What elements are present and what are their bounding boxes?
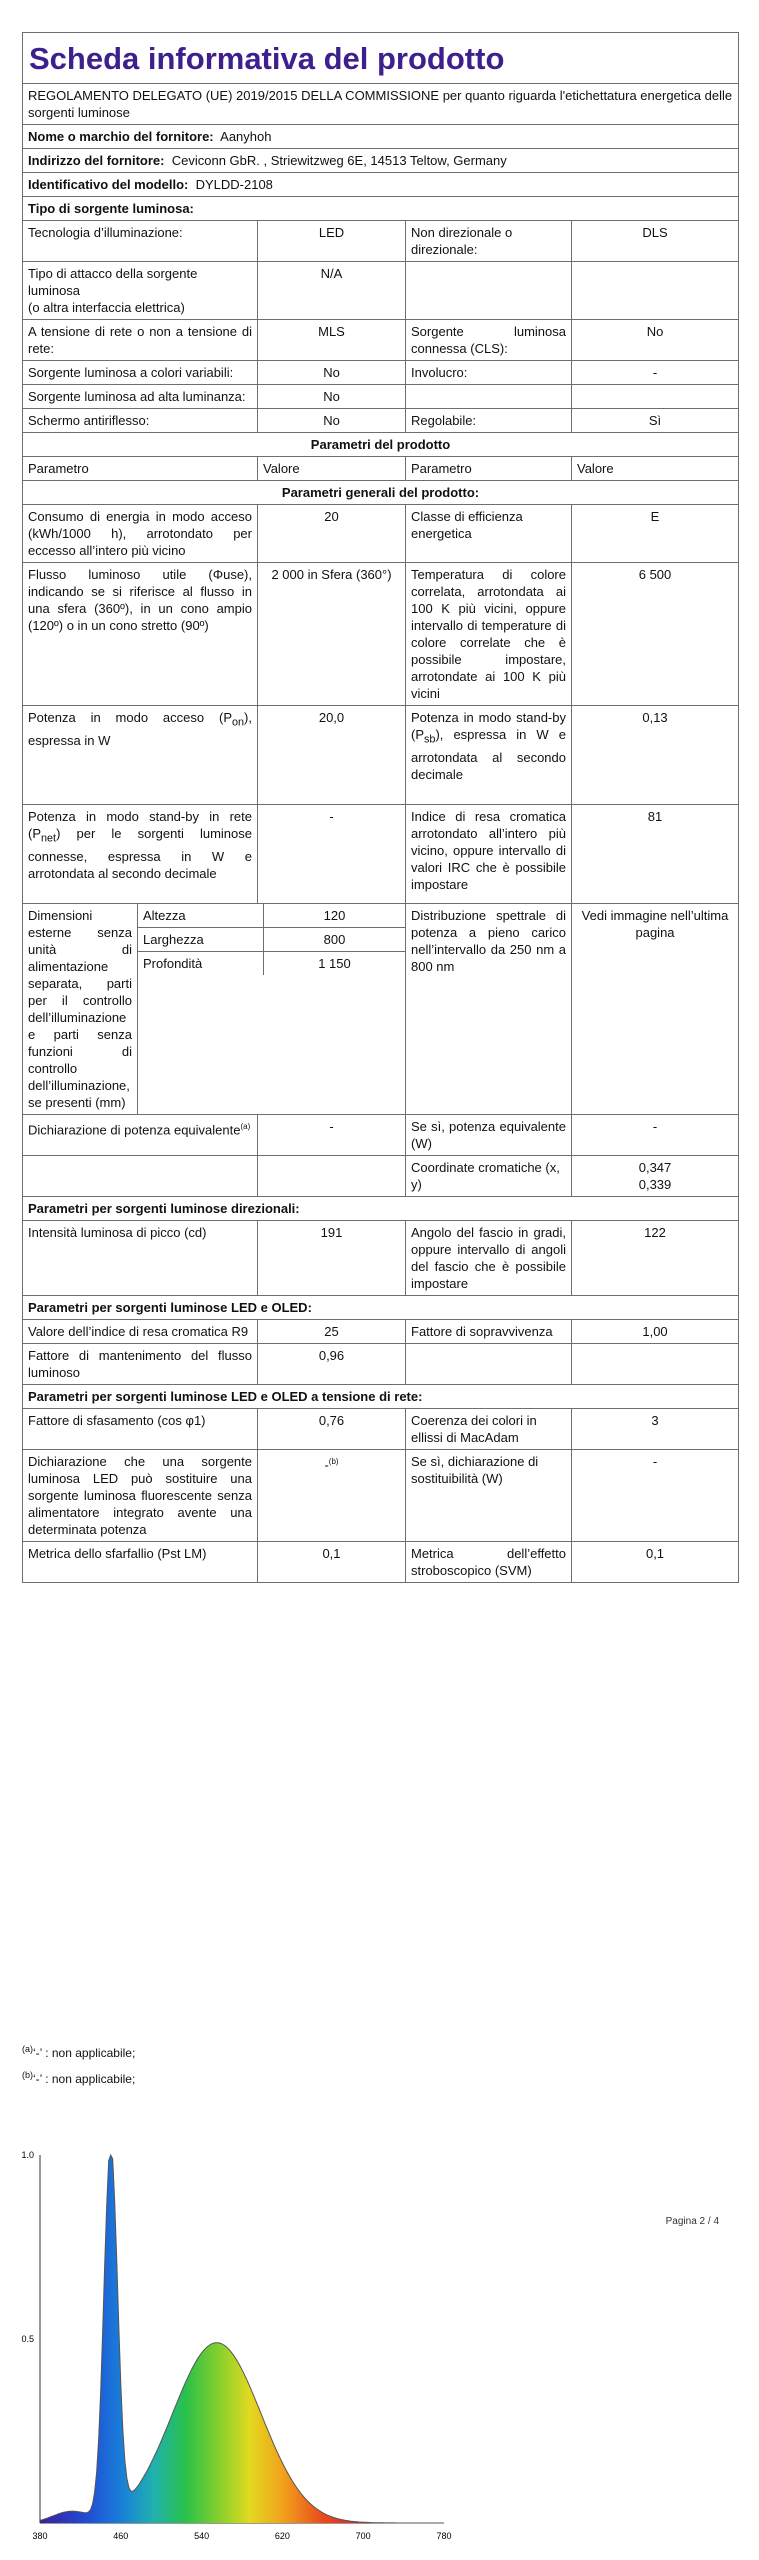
replace-w-label: Se sì, dichiarazione di sostituibilità (W) (406, 1450, 572, 1542)
dimensions-label: Dimensioni esterne senza unità di alimentazione separata, parti per il controllo dell’illuminazione e parti senza funzioni di controllo dell’illuminazione, se presenti (mm) (23, 904, 138, 1115)
chroma-y: 0,339 (638, 1177, 672, 1192)
svm-value: 0,1 (572, 1542, 739, 1583)
param-row (23, 904, 739, 1115)
param-row (23, 505, 739, 563)
flicker-value: 0,1 (258, 1542, 406, 1583)
efficiency-value: E (572, 505, 739, 563)
peak-label: Intensità luminosa di picco (cd) (23, 1221, 258, 1296)
supplier-name-label: Nome o marchio del fornitore: (28, 129, 214, 144)
pnet-label: Potenza in modo stand-by in rete $(P_{net})$ per le sorgenti luminose connesse, espressa in W e arrotondata al secondo decimale (23, 805, 258, 904)
param-row (23, 1450, 739, 1542)
sheet-title: Scheda informativa del prodotto (23, 33, 739, 84)
source-type-value: No (258, 361, 406, 385)
maintenance-value: 0,96 (258, 1344, 406, 1385)
chroma-label: Coordinate cromatiche (x, y) (406, 1156, 572, 1197)
source-type-value: No (258, 409, 406, 433)
source-type-value: N/A (258, 262, 406, 320)
source-type-label: Non direzionale o direzionale: (406, 221, 572, 262)
r9-value: 25 (258, 1320, 406, 1344)
supplier-address-label: Indirizzo del fornitore: (28, 153, 165, 168)
dimension-name: Altezza (138, 904, 264, 928)
spectrum-area (40, 2155, 444, 2523)
spectral-label: Distribuzione spettrale di potenza a pieno carico nell’intervallo da 250 nm a 800 nm (406, 904, 572, 1115)
led-header: Parametri per sorgenti luminose LED e OLED: (23, 1296, 739, 1320)
source-type-value: No (258, 385, 406, 409)
source-type-label: Schermo antiriflesso: (23, 409, 258, 433)
r9-label: Valore dell’indice di resa cromatica R9 (23, 1320, 258, 1344)
empty-cell (23, 1156, 258, 1197)
flicker-label: Metrica dello sfarfallio (Pst LM) (23, 1542, 258, 1583)
source-type-label: Sorgente luminosa ad alta luminanza: (23, 385, 258, 409)
param-row (23, 1409, 739, 1450)
cct-value: 6 500 (572, 563, 739, 706)
equiv-w-label: Se sì, potenza equivalente (W) (406, 1115, 572, 1156)
footnotes (22, 2038, 135, 2090)
x-tick-label: 540 (194, 2531, 210, 2541)
source-type-value: DLS (572, 221, 739, 262)
dimensions-table-cell (138, 904, 406, 1115)
param-row (23, 1221, 739, 1296)
params-header: Parametri del prodotto (23, 433, 739, 457)
replace-value: -$^{(b)}$ (258, 1450, 406, 1542)
param-row (23, 1320, 739, 1344)
source-type-label: Tecnologia d’illuminazione: (23, 221, 258, 262)
x-tick-label: 620 (274, 2531, 290, 2541)
dimension-value: 800 (264, 928, 406, 952)
param-row (23, 1115, 739, 1156)
flux-label: Flusso luminoso utile (Φuse), indicando se si riferisce al flusso in una sfera (360º), in un cono ampio (120º) o in un cono stretto (90º) (23, 563, 258, 706)
supplier-address-row (23, 149, 739, 173)
x-tick-label: 380 (32, 2531, 48, 2541)
cos-label: Fattore di sfasamento (cos φ1) (23, 1409, 258, 1450)
supplier-name-row (23, 125, 739, 149)
source-type-row (23, 262, 739, 320)
svm-label: Metrica dell’effetto stroboscopico (SVM) (406, 1542, 572, 1583)
psb-value: 0,13 (572, 706, 739, 805)
peak-value: 191 (258, 1221, 406, 1296)
source-type-label: Involucro: (406, 361, 572, 385)
chroma-value (572, 1156, 739, 1197)
model-id-row (23, 173, 739, 197)
dimension-value: 120 (264, 904, 406, 928)
source-type-label (23, 262, 258, 320)
source-type-label: Regolabile: (406, 409, 572, 433)
dimension-row (138, 928, 405, 952)
dimension-name: Larghezza (138, 928, 264, 952)
dimension-row (138, 952, 405, 976)
efficiency-label: Classe di efficienza energetica (406, 505, 572, 563)
cos-value: 0,76 (258, 1409, 406, 1450)
empty-cell (406, 1344, 572, 1385)
supplier-address-value: Ceviconn GbR. , Striewitzweg 6E, 14513 Teltow, Germany (171, 153, 507, 168)
cap-type-label: Tipo di attacco della sorgente luminosa (28, 266, 198, 298)
equiv-w-value: - (572, 1115, 739, 1156)
beam-label: Angolo del fascio in gradi, oppure intervallo di angoli del fascio che è possibile impostare (406, 1221, 572, 1296)
mains-header: Parametri per sorgenti luminose LED e OLED a tensione di rete: (23, 1385, 739, 1409)
dimensions-table (138, 904, 405, 975)
param-row (23, 1156, 739, 1197)
source-type-label: Sorgente luminosa a colori variabili: (23, 361, 258, 385)
cri-label: Indice di resa cromatica arrotondato all’intero più vicino, oppure intervallo di valori IRC che è possibile impostare (406, 805, 572, 904)
empty-cell (406, 385, 572, 409)
general-header: Parametri generali del prodotto: (23, 481, 739, 505)
flux-value: 2 000 in Sfera (360°) (258, 563, 406, 706)
source-type-value: Sì (572, 409, 739, 433)
param-row (23, 1344, 739, 1385)
source-type-value: MLS (258, 320, 406, 361)
empty-cell (572, 1344, 739, 1385)
source-type-row (23, 221, 739, 262)
col-header-param2: Parametro (406, 457, 572, 481)
param-row (23, 706, 739, 805)
chroma-x: 0,347 (638, 1160, 672, 1175)
survival-value: 1,00 (572, 1320, 739, 1344)
product-info-table (22, 32, 739, 1583)
x-tick-label: 460 (113, 2531, 129, 2541)
source-type-value: LED (258, 221, 406, 262)
source-type-header: Tipo di sorgente luminosa: (23, 197, 739, 221)
param-row (23, 563, 739, 706)
empty-cell (258, 1156, 406, 1197)
param-row (23, 1542, 739, 1583)
macadam-value: 3 (572, 1409, 739, 1450)
footnote: $^{(a)}$‘-’ : non applicabile; (22, 2044, 136, 2060)
pon-value: 20,0 (258, 706, 406, 805)
col-header-param: Parametro (23, 457, 258, 481)
psb-label: Potenza in modo stand-by $(P_{sb})$, espressa in W e arrotondata al secondo decimale (406, 706, 572, 805)
source-type-value: No (572, 320, 739, 361)
source-type-row (23, 361, 739, 385)
source-type-row (23, 409, 739, 433)
beam-value: 122 (572, 1221, 739, 1296)
regulation-text: REGOLAMENTO DELEGATO (UE) 2019/2015 DELLA COMMISSIONE per quanto riguarda l'etichettatura energetica delle sorgenti luminose (23, 84, 739, 125)
supplier-name-value: Aanyhoh (220, 129, 272, 144)
equiv-value: - (258, 1115, 406, 1156)
replace-w-value: - (572, 1450, 739, 1542)
page-number: Pagina 2 / 4 (665, 2216, 719, 2227)
source-type-label: A tensione di rete o non a tensione di rete: (23, 320, 258, 361)
source-type-row (23, 385, 739, 409)
pon-label: Potenza in modo acceso $(P_{on})$, espressa in W (23, 706, 258, 805)
product-info-sheet (22, 32, 738, 1583)
y-tick-label: 0.5 (21, 2334, 34, 2344)
param-row (23, 805, 739, 904)
footnote: $^{(b)}$‘-’ : non applicabile; (22, 2070, 136, 2086)
col-header-value2: Valore (572, 457, 739, 481)
cri-value: 81 (572, 805, 739, 904)
pnet-value: - (258, 805, 406, 904)
equiv-label: Dichiarazione di potenza equivalente$^{(a)}$ (23, 1115, 258, 1156)
cct-label: Temperatura di colore correlata, arrotondata ai 100 K più vicini, oppure intervallo di temperature di colore correlate che è possibile impostare, arrotondate ai 100 K più vicini (406, 563, 572, 706)
maintenance-label: Fattore di mantenimento del flusso luminoso (23, 1344, 258, 1385)
model-id-value: DYLDD-2108 (195, 177, 273, 192)
col-header-value: Valore (258, 457, 406, 481)
source-type-label: Sorgente luminosa connessa (CLS): (406, 320, 572, 361)
x-tick-label: 700 (355, 2531, 371, 2541)
source-type-value: - (572, 361, 739, 385)
empty-cell (572, 262, 739, 320)
consumption-label: Consumo di energia in modo acceso (kWh/1000 h), arrotondato per eccesso all’intero più vicino (23, 505, 258, 563)
dimension-value: 1 150 (264, 952, 406, 976)
survival-label: Fattore di sopravvivenza (406, 1320, 572, 1344)
source-type-row (23, 320, 739, 361)
replace-label: Dichiarazione che una sorgente luminosa LED può sostituire una sorgente luminosa fluorescente senza alimentatore integrato avente una determinata potenza (23, 1450, 258, 1542)
spectral-distribution-chart (12, 2125, 452, 2555)
column-headers (23, 457, 739, 481)
empty-cell (406, 262, 572, 320)
consumption-value: 20 (258, 505, 406, 563)
directional-header: Parametri per sorgenti luminose direzionali: (23, 1197, 739, 1221)
y-tick-label: 1.0 (21, 2150, 34, 2160)
cap-type-note: (o altra interfaccia elettrica) (28, 300, 185, 315)
model-id-label: Identificativo del modello: (28, 177, 189, 192)
x-tick-label: 780 (436, 2531, 452, 2541)
empty-cell (572, 385, 739, 409)
macadam-label: Coerenza dei colori in ellissi di MacAdam (406, 1409, 572, 1450)
dimension-row (138, 904, 405, 928)
dimension-name: Profondità (143, 956, 203, 971)
spectral-value: Vedi immagine nell’ultima pagina (572, 904, 739, 1115)
